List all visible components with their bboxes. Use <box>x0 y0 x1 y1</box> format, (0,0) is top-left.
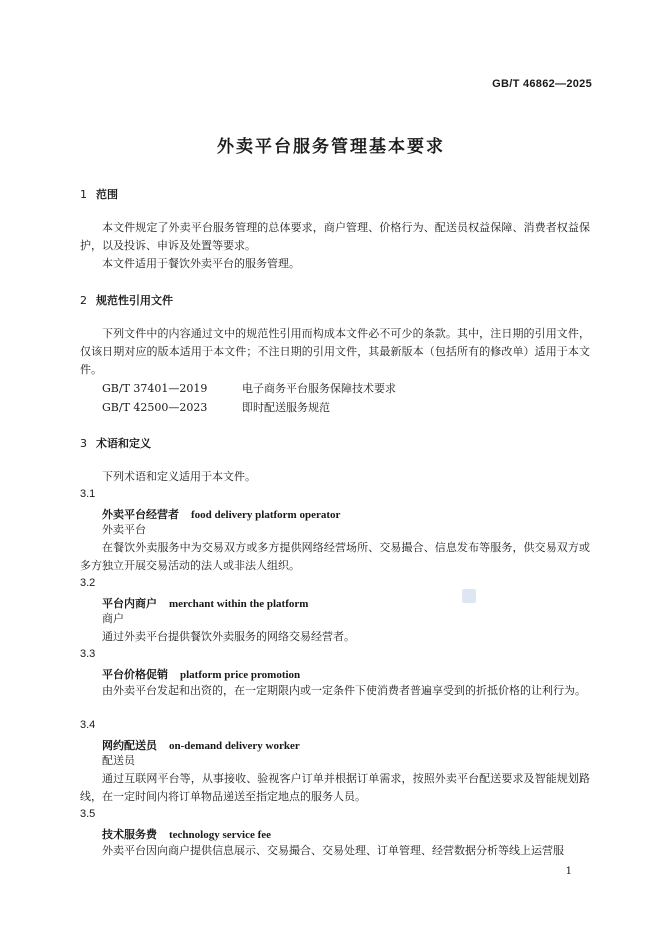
section-1-para-2: 本文件适用于餐饮外卖平台的服务管理。 <box>102 257 300 270</box>
section-2-para-1: 下列文件中的内容通过文中的规范性引用而构成本文件必不可少的条款。其中，注日期的引用文件，仅该日期对应的版本适用于本文件；不注日期的引用文件，其最新版本（包括所有的修改单）适用于本文件。 <box>80 327 590 376</box>
section-title: 术语和定义 <box>96 437 151 450</box>
section-number: 2 <box>80 294 87 307</box>
term-definition: 通过外卖平台提供餐饮外卖服务的网络交易经营者。 <box>102 630 355 643</box>
term-number: 3.3 <box>80 648 96 660</box>
term-zh: 网约配送员 <box>102 739 157 752</box>
term-number: 3.2 <box>80 577 96 589</box>
term-en: merchant within the platform <box>169 598 309 610</box>
watermark-icon <box>462 589 476 603</box>
term-zh: 平台内商户 <box>102 597 157 610</box>
reference-title: 电子商务平台服务保障技术要求 <box>242 382 396 395</box>
section-number: 3 <box>80 437 87 450</box>
term-number: 3.5 <box>80 808 96 820</box>
term-zh: 外卖平台经营者 <box>102 508 179 521</box>
term-definition: 在餐饮外卖服务中为交易双方或多方提供网络经营场所、交易撮合、信息发布等服务，供交易双方或多方独立开展交易活动的法人或非法人组织。 <box>80 541 590 572</box>
section-3-heading <box>80 435 151 451</box>
term-heading <box>102 666 300 682</box>
section-2-heading <box>80 292 173 308</box>
reference-title: 即时配送服务规范 <box>242 401 330 414</box>
term-alias: 配送员 <box>102 754 135 767</box>
term-definition: 通过互联网平台等，从事接收、验视客户订单并根据订单需求，按照外卖平台配送要求及智能规划路线，在一定时间内将订单物品递送至指定地点的服务人员。 <box>80 772 590 803</box>
page-number: 1 <box>565 866 572 877</box>
term-heading <box>102 826 271 842</box>
reference-code: GB/T 37401—2019 <box>102 382 208 395</box>
term-en: platform price promotion <box>180 669 301 681</box>
section-3-intro: 下列术语和定义适用于本文件。 <box>102 470 256 483</box>
section-1-para-1: 本文件规定了外卖平台服务管理的总体要求，商户管理、价格行为、配送员权益保障、消费者权益保护，以及投诉、申诉及处置等要求。 <box>80 221 590 252</box>
term-zh: 平台价格促销 <box>102 668 168 681</box>
term-heading <box>102 737 300 753</box>
section-title: 范围 <box>96 188 118 201</box>
term-alias: 商户 <box>102 612 124 625</box>
term-alias: 外卖平台 <box>102 523 146 536</box>
section-number: 1 <box>80 188 87 201</box>
section-1-heading <box>80 186 118 202</box>
term-number: 3.4 <box>80 719 96 731</box>
term-number: 3.1 <box>80 488 96 500</box>
term-en: food delivery platform operator <box>191 509 341 521</box>
section-title: 规范性引用文件 <box>96 294 173 307</box>
term-en: technology service fee <box>169 829 272 841</box>
standard-code: GB/T 46862—2025 <box>492 78 592 90</box>
term-definition: 外卖平台因向商户提供信息展示、交易撮合、交易处理、订单管理、经营数据分析等线上运营服 <box>102 844 564 857</box>
term-definition: 由外卖平台发起和出资的，在一定期限内或一定条件下使消费者普遍享受到的折抵价格的让利行为。 <box>102 684 586 697</box>
normative-reference <box>102 399 330 415</box>
term-zh: 技术服务费 <box>102 828 157 841</box>
normative-reference <box>102 380 396 396</box>
term-heading <box>102 506 340 522</box>
term-en: on-demand delivery worker <box>169 740 300 752</box>
term-heading <box>102 595 308 611</box>
document-title: 外卖平台服务管理基本要求 <box>217 137 445 157</box>
reference-code: GB/T 42500—2023 <box>102 401 208 414</box>
